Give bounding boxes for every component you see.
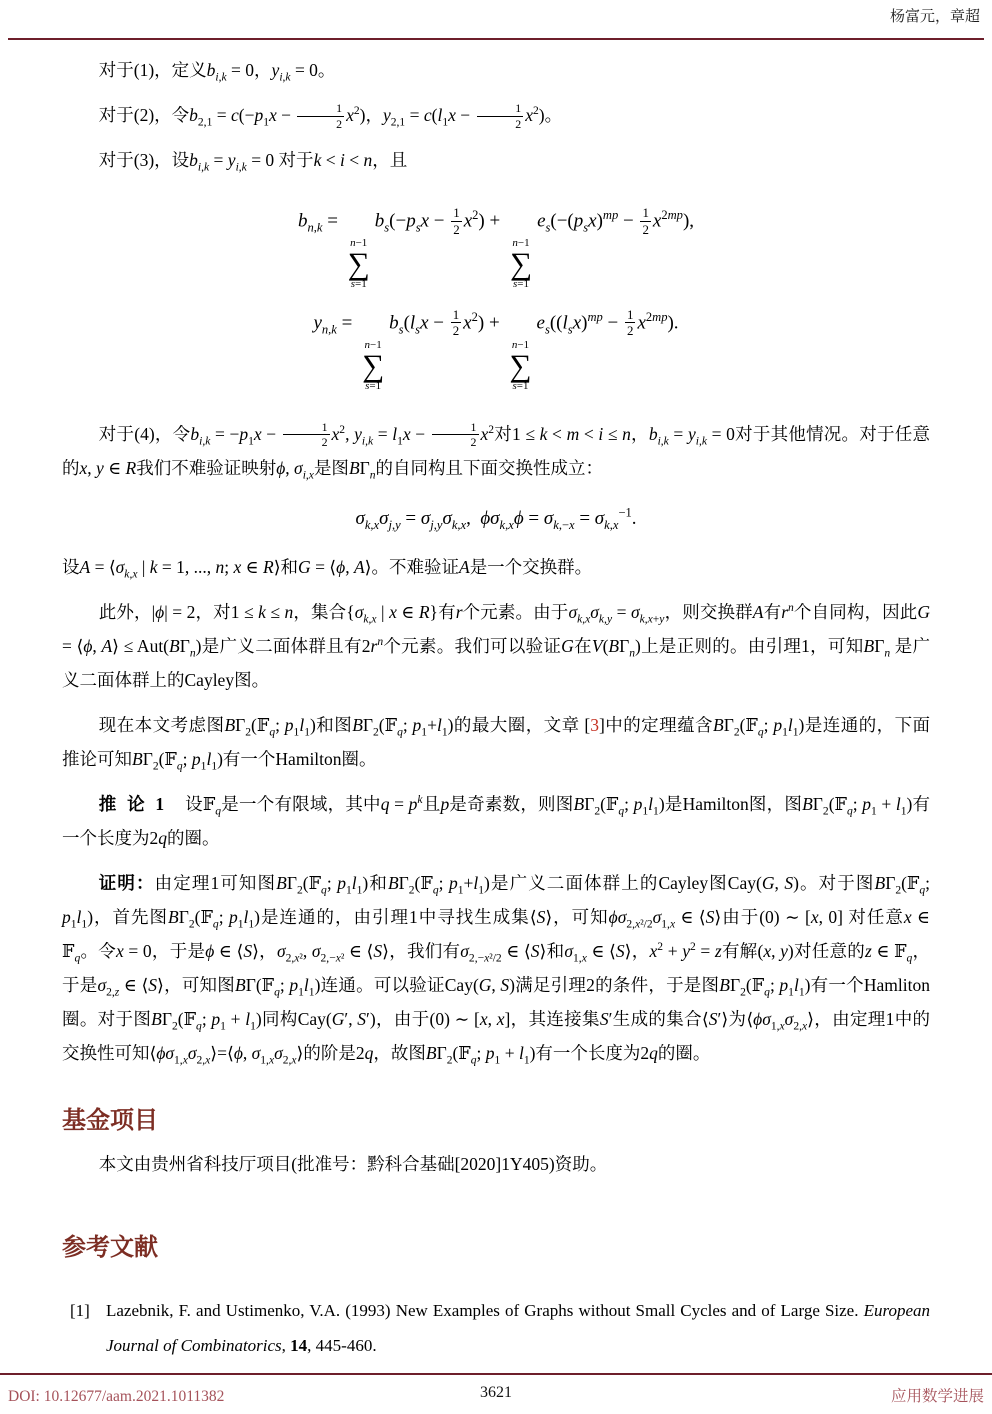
section-heading-funding: 基金项目 xyxy=(62,1106,158,1134)
reference-number: [1] xyxy=(70,1300,90,1320)
page-body xyxy=(0,40,992,1363)
paragraph-case-4: 对于(4)，令$b_{i,k} = -p_1x$ − $\frac{1}{2}$ $x^2$, $y_{i,k} = l_1x$ − $\frac{1}{2}$ $x^2$对1 ≤ k < m < i ≤ n，$b_{i,k} = y_{i,k} = 0$对于其他情况。对于任意的x, y ∈ R我们不难验证映射ϕ, $\sigma_{i,x}$是图$B\Gamma_n$的自同构且下面交换性成立： xyxy=(62,419,931,482)
equation-line-sigma: $\sigma_{k,x}\sigma_{j,y} = \sigma_{j,y}\sigma_{k,x}$, $\phi\sigma_{k,x}\phi = \sigma_{k,-x} = \sigma_{k,x}^{-1}$. xyxy=(355,505,637,532)
paragraph-group-a: 设$A = ⟨\sigma_{k,x}$ | k = 1, ..., n; x ∈ R⟩和G = ⟨ϕ, A⟩。不难验证A是一个交换群。 xyxy=(62,556,593,581)
paragraph-dihedral-group: 此外，|ϕ| = 2，对1 ≤ k ≤ n，集合{$\sigma_{k,x}$ | x ∈ R}有r个元素。由于$\sigma_{k,x}\sigma_{k,y} = \sigma_{k,x+y}$，则交换群A有$r^n$个自同构，因此G = ⟨ϕ, A⟩ ≤ $Aut(B\Gamma_n)$是广义二面体群且有$2r^n$个元素。我们可以验证G在$V(B\Gamma_n)$上是正则的。由引理1，可知$B\Gamma_n$ 是广义二面体群上的Cayley图。 xyxy=(62,601,931,690)
paragraph-funding: 本文由贵州省科技厅项目(批准号：黔科合基础[2020]1Y405)资助。 xyxy=(98,1153,608,1174)
display-equation-bnk-ynk xyxy=(62,197,930,401)
section-heading-references: 参考文献 xyxy=(62,1233,158,1261)
citation-3[interactable]: 3 xyxy=(590,714,599,735)
journal-name: 应用数学进展 xyxy=(890,1387,984,1405)
reference-text: Lazebnik, F. and Ustimenko, V.A. (1993) New Examples of Graphs without Small Cycles and of Large Size. European Journal of Combinatorics, 14, 445-460. xyxy=(106,1300,930,1355)
paragraph-case-2: 对于(2)，令$b_{2,1} = c(-p_1x$ − $\frac{1}{2}$ $x^2$)，$y_{2,1} = c(l_1x$ − $\frac{1}{2}$ $x^2$)。 xyxy=(98,101,563,131)
paragraph-corollary-1: 推 论 1 设𝔽$_q$是一个有限域，其中$q = p^k$且p是奇素数，则图$B\Gamma_2(𝔽_q$; $p_1l_1$)是Hamilton图，图$B\Gamma_2(𝔽_q$; $p_1 + l_1$)有一个长度为2q的圈。 xyxy=(62,793,931,848)
page-number: 3621 xyxy=(480,1383,512,1401)
page-footer xyxy=(0,1363,992,1414)
paragraph-proof: 证明：由定理1可知图$B\Gamma_2(𝔽_q$; $p_1l_1$)和$B\Gamma_2(𝔽_q$; $p_1+l_1$)是广义二面体群上的Cayley图Cay(G, S)。对于图$B\Gamma_2(𝔽_q$; $p_1l_1$)，首先图$B\Gamma_2(𝔽_q$; $p_1l_1$)是连通的，由引理1中寻找生成集⟨S⟩，可知$\phi\sigma_{2,x^2/2}\sigma_{1,x}$ ∈ ⟨S⟩由于(0) ∼ [x, 0] 对任意x ∈ 𝔽$_q$。令x = 0，于是ϕ ∈ ⟨S⟩，$\sigma_{2,x^2}$, $\sigma_{2,-x^2}$ ∈ ⟨S⟩，我们有$\sigma_{2,-x^2/2}$ ∈ ⟨S⟩和$\sigma_{1,x}$ ∈ ⟨S⟩，$x^2 + y^2 = z$有解(x, y)对任意的z ∈ 𝔽$_q$，于是$\sigma_{2,z}$ ∈ ⟨S⟩，可知图BΓ(𝔽$_q$; $p_1l_1$)连通。可以验证Cay(G, S)满足引理2的条件，于是图$B\Gamma_2(𝔽_q$; $p_1l_1$)有一个Hamliton圈。对于图$B\Gamma_2(𝔽_q$; $p_1 + l_1$)同构Cay(G′, S′)，由于(0) ∼ [x, x]，其连接集S′生成的集合⟨S′⟩为$⟨\phi\sigma_{1,x}\sigma_{2,x}⟩$，由定理1中的交换性可知$⟨\phi\sigma_{1,x}\sigma_{2,x}⟩=⟨\phi$, $\sigma_{1,x}\sigma_{2,x}⟩$的阶是2q，故图$B\Gamma_2(𝔽_q$; $p_1 + l_1$)有一个长度为2q的圈。 xyxy=(62,872,931,1067)
footer-row xyxy=(0,1375,992,1406)
reference-item-1 xyxy=(62,1293,930,1363)
doi-link[interactable]: DOI: 10.12677/aam.2021.1011382 xyxy=(8,1387,225,1405)
page-header xyxy=(0,0,992,40)
equation-line-bnk: $b_{n,k}$ = n−1 ∑ s=1 $b_s(-p_sx$ − $\frac{1}{2}$ $x^2$) + n−1 ∑ s=1 $e_s(-(p_sx)^{mp}$ − $\frac{1}{2}$ $x^{2mp}$), xyxy=(297,205,695,290)
paragraph-case-1: 对于(1)，定义$b_{i,k} = 0$，$y_{i,k} = 0$。 xyxy=(98,60,336,84)
paragraph-max-cycle: 现在本文考虑图$B\Gamma_2(𝔽_q$; $p_1l_1$)和图$B\Gamma_2(𝔽_q$; $p_1+l_1$)的最大圈，文章 [3]中的定理蕴含$B\Gamma_2(𝔽_q$; $p_1l_1$)是连通的，下面推论可知$B\Gamma_2(𝔽_q$; $p_1l_1$)有一个Hamilton圈。 xyxy=(62,714,931,773)
paragraph-case-3: 对于(3)，设$b_{i,k} = y_{i,k} = 0$ 对于k < i < n，且 xyxy=(98,150,408,174)
display-equation-sigma-commutation xyxy=(62,499,930,539)
running-head-authors: 杨富元，章超 xyxy=(889,9,980,25)
equation-line-ynk: $y_{n,k}$ = n−1 ∑ s=1 $b_s(l_sx$ − $\frac{1}{2}$ $x^2$) + n−1 ∑ s=1 $e_s((l_sx)^{mp}$ − $\frac{1}{2}$ $x^{2mp}$). xyxy=(313,306,679,392)
